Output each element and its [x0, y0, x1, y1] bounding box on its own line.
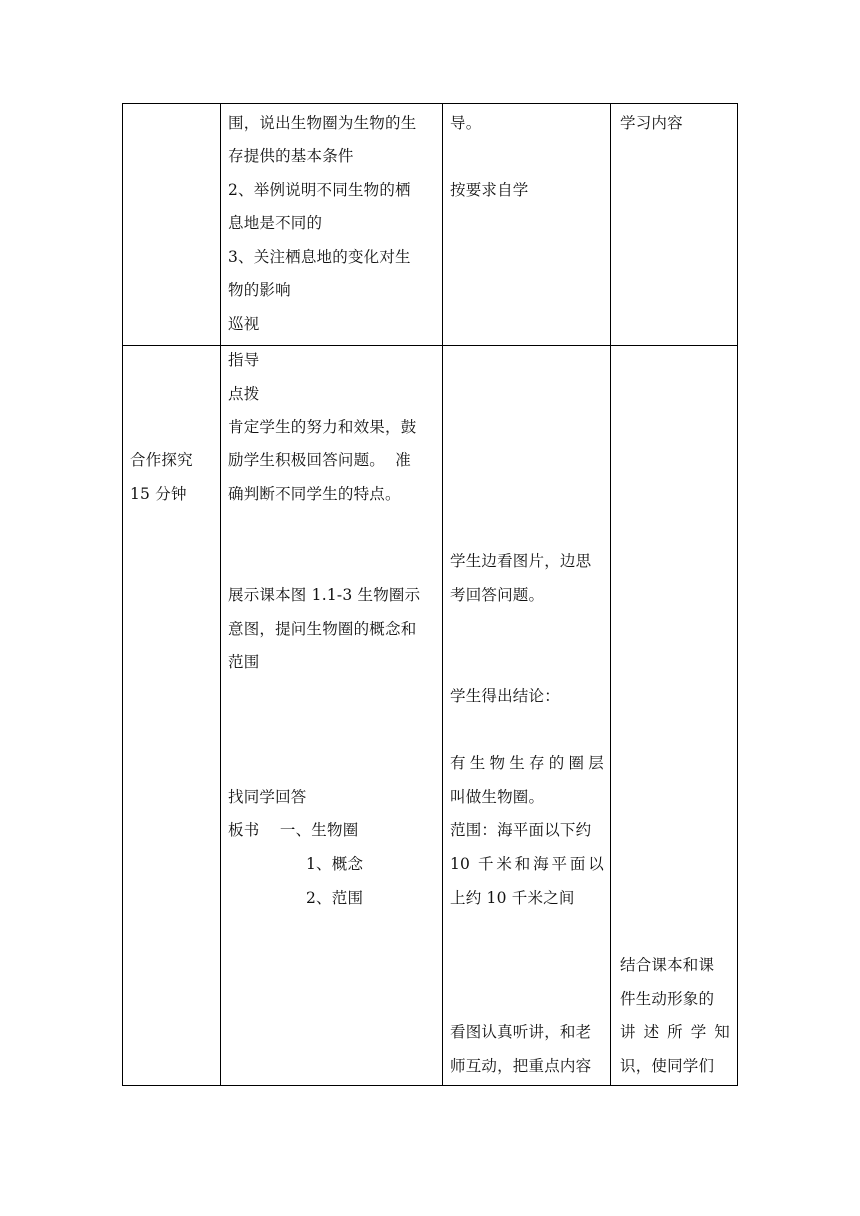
cell-text: 励学生积极回答问题。 准 [228, 451, 411, 469]
cell-text: 3、关注栖息地的变化对生 [228, 248, 411, 266]
table-row-divider [122, 345, 738, 346]
cell-text: 2、范围 [306, 889, 364, 907]
cell-text: 存提供的基本条件 [228, 147, 354, 165]
table-col-divider-3 [610, 103, 611, 1086]
table-col-divider-2 [442, 103, 443, 1086]
cell-text: 指导 [228, 351, 260, 369]
cell-text: 师互动，把重点内容 [450, 1057, 592, 1075]
cell-text: 看图认真听讲，和老 [450, 1023, 592, 1041]
cell-text: 学习内容 [620, 114, 683, 132]
cell-text: 物的影响 [228, 281, 291, 299]
cell-text: 展示课本图 1.1-3 生物圈示 [228, 586, 421, 604]
duration-label: 15 分钟 [130, 485, 187, 503]
cell-text: 1、概念 [306, 855, 364, 873]
cell-text: 范围：海平面以下约 [450, 821, 592, 839]
cell-text: 识，使同学们 [620, 1057, 715, 1075]
table-border-right [737, 103, 738, 1086]
cell-text: 学生得出结论： [450, 687, 560, 705]
cell-text: 学生边看图片，边思 [450, 552, 592, 570]
cell-text: 导。 [450, 114, 482, 132]
cell-text: 按要求自学 [450, 181, 529, 199]
table-border-bottom [122, 1085, 738, 1086]
cell-text: 点拨 [228, 385, 260, 403]
cell-text: 意图，提问生物圈的概念和 [228, 620, 417, 638]
section-label: 合作探究 [130, 451, 193, 469]
cell-text: 上约 10 千米之间 [450, 889, 575, 907]
cell-text: 有生物生存的圈层 [450, 754, 604, 772]
cell-text: 范围 [228, 653, 260, 671]
cell-text: 确判断不同学生的特点。 [228, 485, 401, 503]
cell-text: 叫做生物圈。 [450, 788, 545, 806]
cell-text: 息地是不同的 [228, 214, 323, 232]
cell-text: 巡视 [228, 315, 260, 333]
cell-text: 件生动形象的 [620, 990, 715, 1008]
cell-text: 结合课本和课 [620, 956, 715, 974]
cell-text: 围，说出生物圈为生物的生 [228, 114, 417, 132]
table-col-divider-1 [220, 103, 221, 1086]
cell-text: 10 千米和海平面以 [450, 855, 604, 873]
cell-text: 考回答问题。 [450, 586, 545, 604]
cell-text: 找同学回答 [228, 788, 307, 806]
table-border-top [122, 103, 738, 104]
cell-text: 肯定学生的努力和效果，鼓 [228, 418, 417, 436]
table-border-left [122, 103, 123, 1086]
cell-text: 2、举例说明不同生物的栖 [228, 181, 411, 199]
cell-text: 讲 述 所 学 知 [620, 1023, 730, 1041]
cell-text: 板书 一、生物圈 [228, 821, 359, 839]
